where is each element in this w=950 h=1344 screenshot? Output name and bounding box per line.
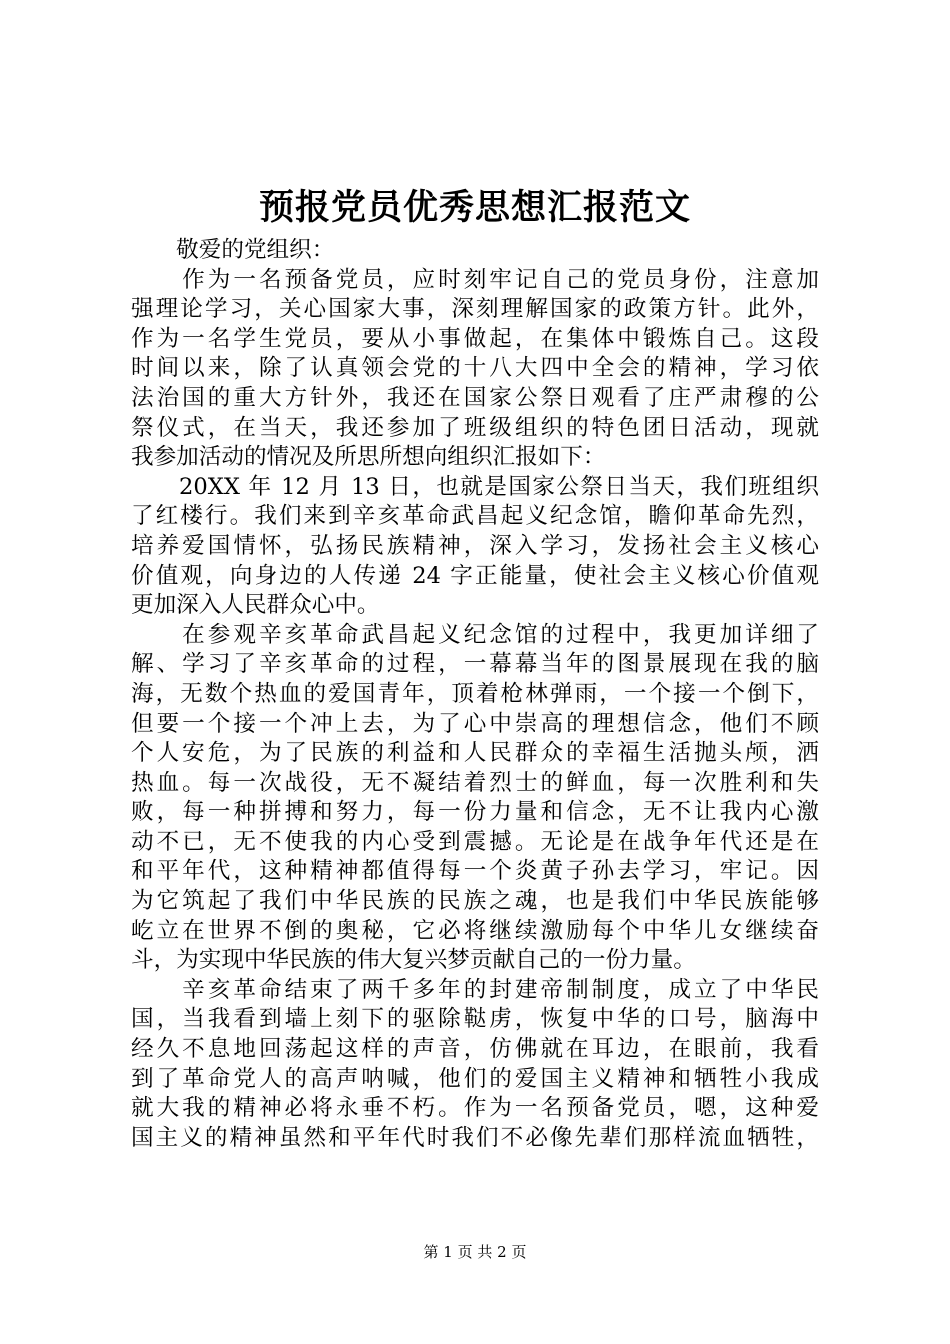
body-line: 经久不息地回荡起这样的声音，仿佛就在耳边，在眼前，我看: [131, 1036, 819, 1063]
body-line: 动不已，无不使我的内心受到震撼。无论是在战争年代还是在: [131, 828, 819, 855]
body-line: 价值观，向身边的人传递 24 字正能量，使社会主义核心价值观: [131, 562, 819, 589]
body-line: 强理论学习，关心国家大事，深刻理解国家的政策方针。此外，: [131, 296, 819, 323]
body-line: 祭仪式，在当天，我还参加了班级组织的特色团日活动，现就: [131, 414, 819, 441]
body-line: 国主义的精神虽然和平年代时我们不必像先辈们那样流血牺牲，: [131, 1124, 819, 1151]
body-line: 作为一名学生党员，要从小事做起，在集体中锻炼自己。这段: [131, 325, 819, 352]
body-line: 作为一名预备党员，应时刻牢记自己的党员身份，注意加: [131, 266, 819, 293]
body-line: 辛亥革命结束了两千多年的封建帝制制度，成立了中华民: [131, 976, 819, 1003]
body-line: 法治国的重大方针外，我还在国家公祭日观看了庄严肃穆的公: [131, 384, 819, 411]
body-line: 个人安危，为了民族的利益和人民群众的幸福生活抛头颅，洒: [131, 740, 819, 767]
body-line: 到了革命党人的高声呐喊，他们的爱国主义精神和牺牲小我成: [131, 1065, 819, 1092]
body-line: 屹立在世界不倒的奥秘，它必将继续激励每个中华儿女继续奋: [131, 917, 819, 944]
body-line: 国，当我看到墙上刻下的驱除鞑虏，恢复中华的口号，脑海中: [131, 1006, 819, 1033]
body-line: 但要一个接一个冲上去，为了心中崇高的理想信念，他们不顾: [131, 710, 819, 737]
body-line: 我参加活动的情况及所思所想向组织汇报如下：: [131, 444, 606, 471]
body-line: 热血。每一次战役，无不凝结着烈士的鲜血，每一次胜利和失: [131, 769, 819, 796]
body-line: 斗，为实现中华民族的伟大复兴梦贡献自己的一份力量。: [131, 947, 696, 974]
page-footer: 第 1 页 共 2 页: [423, 1243, 527, 1261]
body-line: 了红楼行。我们来到辛亥革命武昌起义纪念馆，瞻仰革命先烈，: [131, 503, 819, 530]
body-line: 为它筑起了我们中华民族的民族之魂，也是我们中华民族能够: [131, 888, 819, 915]
body-line: 就大我的精神必将永垂不朽。作为一名预备党员，嗯，这种爱: [131, 1095, 819, 1122]
body-line: 在参观辛亥革命武昌起义纪念馆的过程中，我更加详细了: [131, 621, 819, 648]
body-line: 更加深入人民群众心中。: [131, 592, 380, 619]
body-line: 海，无数个热血的爱国青年，顶着枪林弹雨，一个接一个倒下，: [131, 680, 819, 707]
body-line: 培养爱国情怀，弘扬民族精神，深入学习，发扬社会主义核心: [131, 532, 819, 559]
body-line: 敬爱的党组织：: [131, 237, 335, 263]
body-line: 解、学习了辛亥革命的过程，一幕幕当年的图景展现在我的脑: [131, 651, 819, 678]
document-title: 预报党员优秀思想汇报范文: [258, 187, 691, 228]
body-line: 20XX 年 12 月 13 日，也就是国家公祭日当天，我们班组织: [131, 473, 819, 500]
document-body: [131, 236, 819, 1153]
body-line: 时间以来，除了认真领会党的十八大四中全会的精神，学习依: [131, 355, 819, 382]
body-line: 和平年代，这种精神都值得每一个炎黄子孙去学习，牢记。因: [131, 858, 819, 885]
body-line: 败，每一种拼搏和努力，每一份力量和信念，无不让我内心激: [131, 799, 819, 826]
